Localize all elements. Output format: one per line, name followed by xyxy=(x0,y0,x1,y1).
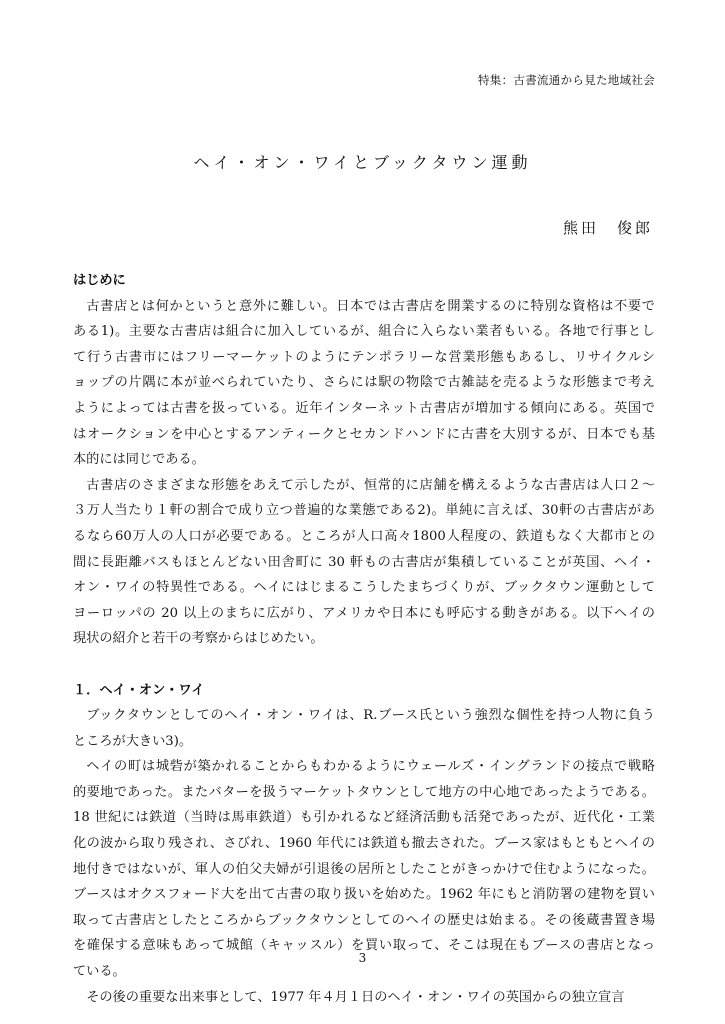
intro-paragraph-2 xyxy=(73,473,655,652)
paragraph-line: 古書店のさまざまな形態をあえて示したが、恒常的に店舗を構えるような古書店は人口２～ xyxy=(86,477,655,493)
paragraph-line: ョップの片隅に本が並べられていたり、さらには駅の物陰で古雑誌を売るような形態まで考え xyxy=(73,375,655,391)
paragraph-line: その後の重要な出来事として、1977 年４月１日のヘイ・オン・ワイの英国からの独立宣言 xyxy=(86,989,625,1005)
article-body xyxy=(73,268,655,1010)
paragraph-line: 化の波から取り残され、さびれ、1960 年代には鉄道も撤去された。ブース家はもともとヘイの xyxy=(73,836,655,852)
paragraph-line: ブースはオクスフォード大を出て古書の取り扱いを始めた。1962 年にもと消防署の建物を買い xyxy=(73,887,655,903)
paragraph-line: 古書店とは何かというと意外に難しい。日本では古書店を開業するのに特別な資格は不要で xyxy=(86,298,655,314)
paragraph-line: ところが大きい3)。 xyxy=(73,733,193,749)
section-1-paragraph-1 xyxy=(73,703,655,754)
paragraph-line: ブックタウンとしてのヘイ・オン・ワイは、R.ブース氏という強烈な個性を持つ人物に負う xyxy=(86,708,655,724)
paragraph-line: ３万人当たり１軒の割合で成り立つ普遍的な業態である2)。単純に言えば、30軒の古書店があ xyxy=(73,503,655,519)
paragraph-line: オン・ワイの特異性である。ヘイにはじまるこうしたまちづくりが、ブックタウン運動として xyxy=(73,580,655,596)
journal-section-header: 特集：古書流通から見た地域社会 xyxy=(478,73,655,87)
section-1-heading: １．ヘイ・オン・ワイ xyxy=(73,682,205,698)
paragraph-line: 取って古書店としたところからブックタウンとしてのヘイの歴史は始まる。その後蔵書置き場 xyxy=(73,912,655,928)
paragraph-line: ヨーロッパの 20 以上のまちに広がり、アメリカや日本にも呼応する動きがある。以下ヘイの xyxy=(73,605,655,621)
paragraph-line: ている。 xyxy=(73,964,126,980)
paragraph-line: 本的には同じである。 xyxy=(73,452,205,468)
paragraph-line: 現状の紹介と若干の考察からはじめたい。 xyxy=(73,631,324,647)
paragraph-line: 18 世紀には鉄道（当時は馬車鉄道）も引かれるなど経済活動も活発であったが、近代化・工業 xyxy=(73,810,655,826)
paragraph-line: はオークションを中心とするアンティークとセカンドハンドに古書を大別するが、日本でも基 xyxy=(73,426,655,442)
intro-heading: はじめに xyxy=(73,273,126,288)
paragraph-line: ヘイの町は城砦が築かれることからもわかるようにウェールズ・イングランドの接点で戦略 xyxy=(86,759,655,775)
section-1-paragraph-3 xyxy=(73,985,655,1011)
page-number: 3 xyxy=(358,951,367,965)
paragraph-line: を確保する意味もあって城館（キャッスル）を買い取って、そこは現在もブースの書店となっ xyxy=(73,938,655,954)
paragraph-line: ようによっては古書を扱っている。近年インターネット古書店が増加する傾向にある。英国で xyxy=(73,400,655,416)
intro-paragraph-1 xyxy=(73,294,655,473)
paragraph-line: 的要地であった。またバターを扱うマーケットタウンとして地方の中心地であったようである。 xyxy=(73,784,655,800)
article-title: ヘイ・オン・ワイとブックタウン運動 xyxy=(193,153,532,172)
paragraph-line: 間に長距離バスもほとんどない田舎町に 30 軒もの古書店が集積していることが英国、ヘイ・ xyxy=(73,554,655,570)
author-name: 熊田 俊郎 xyxy=(562,219,653,237)
paragraph-line: ある1)。主要な古書店は組合に加入しているが、組合に入らない業者もいる。各地で行事とし xyxy=(73,324,655,340)
paragraph-line: 地付きではないが、軍人の伯父夫婦が引退後の居所としたことがきっかけで住むようになった。 xyxy=(73,861,655,877)
paragraph-line: て行う古書市にはフリーマーケットのようにテンポラリーな営業形態もあるし、リサイクルシ xyxy=(73,349,655,365)
paragraph-line: るなら60万人の人口が必要である。ところが人口高々1800人程度の、鉄道もなく大都市との xyxy=(73,528,655,544)
